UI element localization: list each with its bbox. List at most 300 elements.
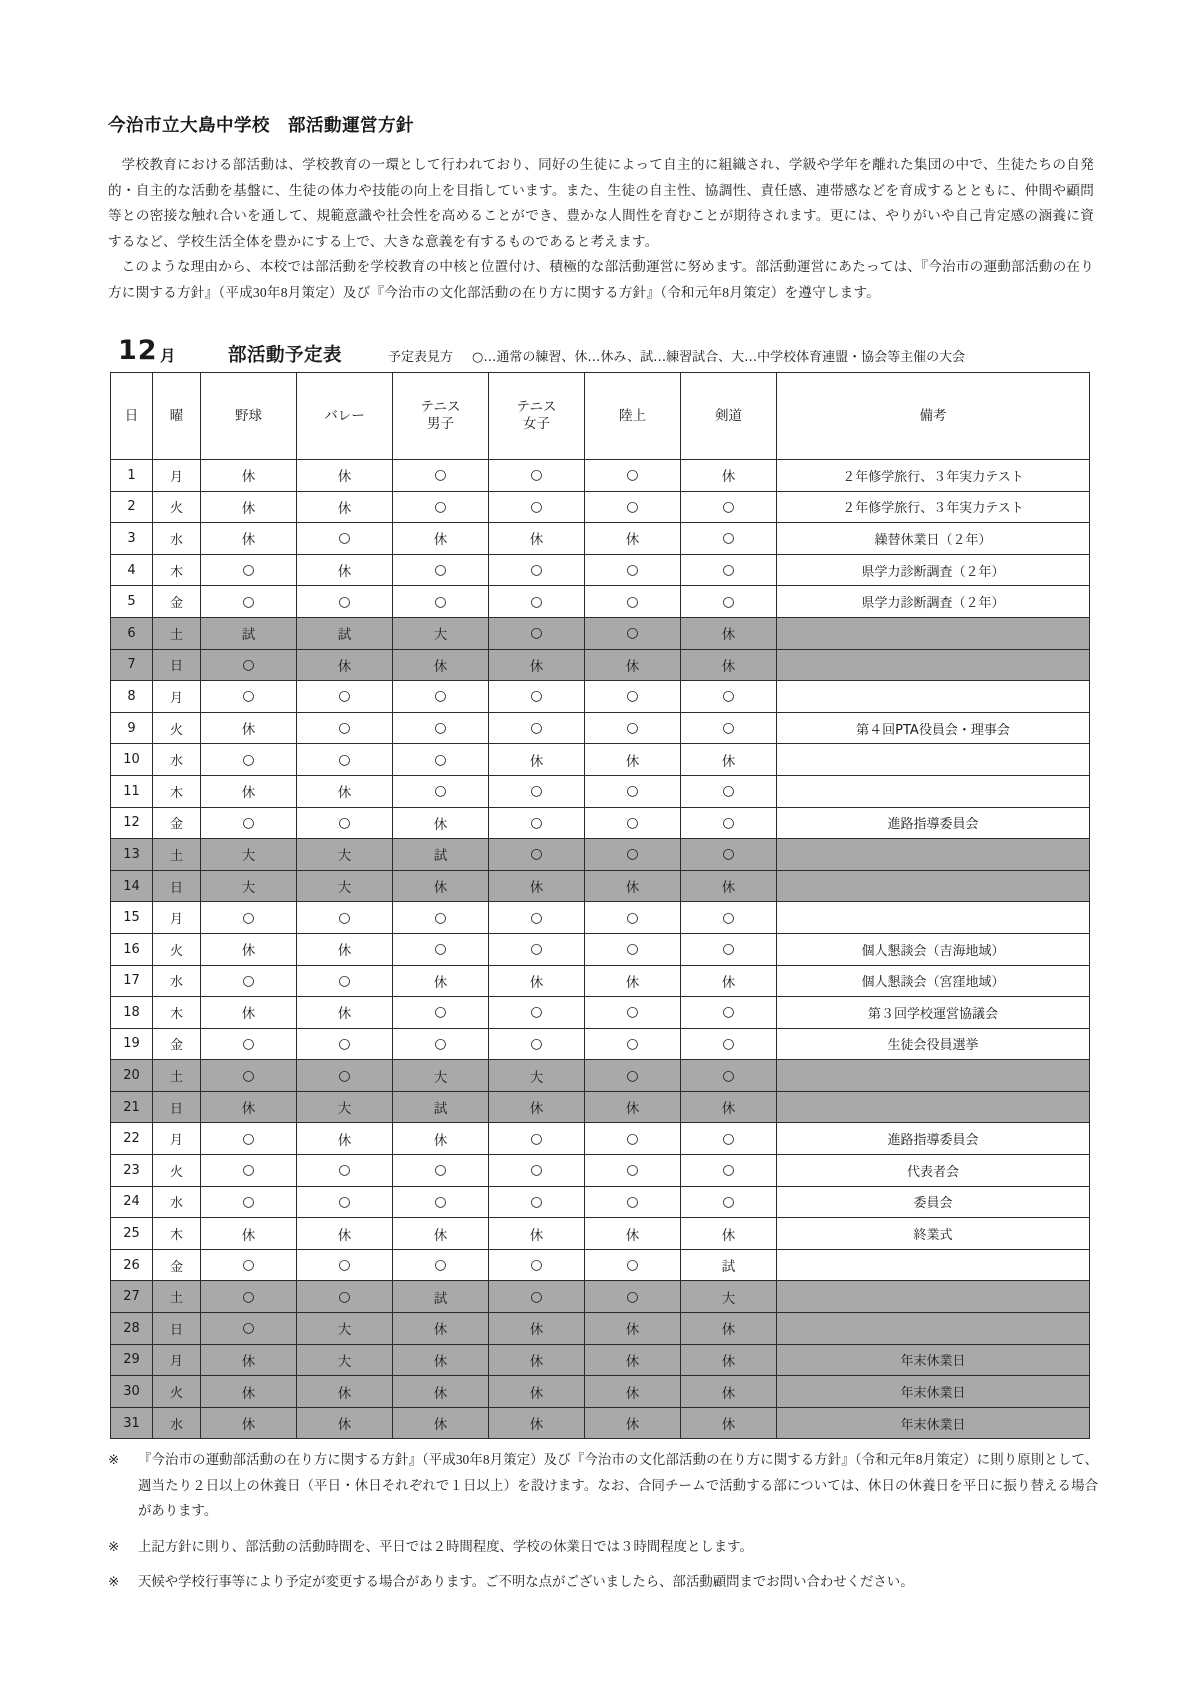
cell-day: 15	[111, 902, 153, 934]
table-row	[111, 965, 1090, 997]
cell-weekday: 日	[153, 1313, 201, 1345]
cell-track: 休	[585, 1344, 681, 1376]
cell-kendo: 休	[681, 1313, 777, 1345]
table-row	[111, 902, 1090, 934]
cell-tennis-f: 大	[489, 1060, 585, 1092]
cell-day: 27	[111, 1281, 153, 1313]
table-row	[111, 1407, 1090, 1439]
cell-volleyball: 休	[297, 1376, 393, 1408]
cell-tennis-f: 休	[489, 1344, 585, 1376]
cell-remark	[777, 617, 1090, 649]
cell-day: 19	[111, 1028, 153, 1060]
cell-tennis-f: ○	[489, 839, 585, 871]
cell-track: 休	[585, 1218, 681, 1250]
cell-weekday: 土	[153, 1281, 201, 1313]
cell-baseball: ○	[201, 744, 297, 776]
cell-day: 20	[111, 1060, 153, 1092]
cell-baseball: 大	[201, 839, 297, 871]
cell-baseball: ○	[201, 1313, 297, 1345]
cell-tennis-f: ○	[489, 1281, 585, 1313]
cell-weekday: 金	[153, 1028, 201, 1060]
cell-track: ○	[585, 1281, 681, 1313]
cell-tennis-f: ○	[489, 997, 585, 1029]
table-row	[111, 1376, 1090, 1408]
cell-baseball: ○	[201, 902, 297, 934]
table-row	[111, 649, 1090, 681]
cell-volleyball: 休	[297, 775, 393, 807]
cell-tennis-m: ○	[393, 1155, 489, 1187]
table-row	[111, 523, 1090, 555]
cell-volleyball: ○	[297, 902, 393, 934]
cell-remark	[777, 775, 1090, 807]
cell-kendo: 休	[681, 870, 777, 902]
cell-baseball: 大	[201, 870, 297, 902]
cell-volleyball: 休	[297, 460, 393, 492]
cell-volleyball: 休	[297, 1407, 393, 1439]
cell-day: 3	[111, 523, 153, 555]
cell-baseball: ○	[201, 554, 297, 586]
cell-volleyball: ○	[297, 712, 393, 744]
cell-kendo: 休	[681, 460, 777, 492]
cell-weekday: 金	[153, 807, 201, 839]
cell-tennis-m: ○	[393, 554, 489, 586]
cell-tennis-f: ○	[489, 807, 585, 839]
cell-day: 26	[111, 1249, 153, 1281]
cell-remark: 年末休業日	[777, 1376, 1090, 1408]
cell-weekday: 水	[153, 523, 201, 555]
cell-volleyball: ○	[297, 1249, 393, 1281]
cell-remark: 進路指導委員会	[777, 1123, 1090, 1155]
cell-track: ○	[585, 1155, 681, 1187]
cell-baseball: 休	[201, 1376, 297, 1408]
table-row	[111, 712, 1090, 744]
cell-tennis-f: ○	[489, 1249, 585, 1281]
cell-track: ○	[585, 1060, 681, 1092]
cell-kendo: ○	[681, 491, 777, 523]
club-activity-schedule-table	[110, 372, 1090, 1439]
cell-kendo: ○	[681, 997, 777, 1029]
cell-day: 29	[111, 1344, 153, 1376]
cell-weekday: 水	[153, 1407, 201, 1439]
footer-note-1-text: 『今治市の運動部活動の在り方に関する方針』（平成30年8月策定）及び『今治市の文化部活動の在り方に関する方針』（令和元年8月策定）に則り原則として、週当たり２日以上の休養日（平日・休日それぞれで１日以上）を設けます。なお、合同チームで活動する部については、休日の休養日を平日に振り替える場合があります。	[138, 1452, 1098, 1518]
cell-baseball: ○	[201, 1155, 297, 1187]
cell-track: ○	[585, 902, 681, 934]
cell-track: ○	[585, 997, 681, 1029]
cell-tennis-m: 休	[393, 523, 489, 555]
cell-weekday: 日	[153, 649, 201, 681]
table-row	[111, 491, 1090, 523]
cell-remark	[777, 1249, 1090, 1281]
cell-kendo: ○	[681, 681, 777, 713]
cell-baseball: ○	[201, 1028, 297, 1060]
cell-baseball: 休	[201, 523, 297, 555]
col-header-track: 陸上	[585, 373, 681, 460]
table-header	[111, 373, 1090, 460]
cell-baseball: 休	[201, 1407, 297, 1439]
footer-note-3	[108, 1569, 1098, 1595]
cell-track: ○	[585, 1028, 681, 1060]
cell-day: 2	[111, 491, 153, 523]
cell-kendo: ○	[681, 712, 777, 744]
cell-tennis-m: 休	[393, 870, 489, 902]
cell-tennis-f: ○	[489, 617, 585, 649]
cell-tennis-f: 休	[489, 870, 585, 902]
cell-day: 11	[111, 775, 153, 807]
table-row	[111, 1344, 1090, 1376]
table-row	[111, 617, 1090, 649]
cell-baseball: 休	[201, 997, 297, 1029]
cell-kendo: 休	[681, 1091, 777, 1123]
cell-volleyball: ○	[297, 965, 393, 997]
cell-day: 21	[111, 1091, 153, 1123]
table-row	[111, 1060, 1090, 1092]
table-row	[111, 1091, 1090, 1123]
cell-tennis-f: 休	[489, 1313, 585, 1345]
cell-tennis-m: 大	[393, 1060, 489, 1092]
note-marker-icon: ※	[108, 1574, 120, 1589]
cell-tennis-m: 休	[393, 1218, 489, 1250]
table-row	[111, 1028, 1090, 1060]
cell-weekday: 日	[153, 1091, 201, 1123]
cell-tennis-f: ○	[489, 1028, 585, 1060]
cell-remark: 個人懇談会（宮窪地域）	[777, 965, 1090, 997]
cell-tennis-f: 休	[489, 523, 585, 555]
table-row	[111, 997, 1090, 1029]
cell-weekday: 月	[153, 460, 201, 492]
cell-track: 休	[585, 523, 681, 555]
footer-note-1	[108, 1447, 1098, 1524]
cell-volleyball: 休	[297, 554, 393, 586]
cell-kendo: ○	[681, 902, 777, 934]
cell-baseball: 休	[201, 933, 297, 965]
cell-volleyball: ○	[297, 586, 393, 618]
cell-weekday: 月	[153, 1344, 201, 1376]
cell-volleyball: 休	[297, 491, 393, 523]
cell-day: 16	[111, 933, 153, 965]
cell-tennis-f: ○	[489, 554, 585, 586]
cell-kendo: 休	[681, 965, 777, 997]
cell-remark	[777, 1060, 1090, 1092]
table-row	[111, 870, 1090, 902]
cell-baseball: ○	[201, 1249, 297, 1281]
cell-weekday: 金	[153, 586, 201, 618]
cell-baseball: ○	[201, 681, 297, 713]
cell-day: 4	[111, 554, 153, 586]
table-row	[111, 1123, 1090, 1155]
cell-tennis-m: ○	[393, 712, 489, 744]
cell-weekday: 月	[153, 1123, 201, 1155]
cell-tennis-m: 休	[393, 1123, 489, 1155]
footer-notes	[108, 1447, 1098, 1605]
cell-remark	[777, 870, 1090, 902]
cell-track: 休	[585, 1407, 681, 1439]
cell-track: 休	[585, 870, 681, 902]
cell-kendo: ○	[681, 839, 777, 871]
cell-volleyball: 休	[297, 933, 393, 965]
cell-track: ○	[585, 1186, 681, 1218]
cell-track: ○	[585, 617, 681, 649]
table-row	[111, 1281, 1090, 1313]
cell-remark	[777, 1313, 1090, 1345]
cell-weekday: 土	[153, 839, 201, 871]
cell-baseball: 休	[201, 1091, 297, 1123]
cell-day: 13	[111, 839, 153, 871]
table-row	[111, 839, 1090, 871]
footer-note-2	[108, 1534, 1098, 1560]
cell-kendo: ○	[681, 1155, 777, 1187]
cell-volleyball: 大	[297, 1344, 393, 1376]
cell-tennis-m: 大	[393, 617, 489, 649]
cell-remark: 生徒会役員選挙	[777, 1028, 1090, 1060]
cell-tennis-m: ○	[393, 775, 489, 807]
cell-baseball: ○	[201, 965, 297, 997]
intro-paragraph-2: このような理由から、本校では部活動を学校教育の中核と位置付け、積極的な部活動運営に努めます。部活動運営にあたっては、『今治市の運動部活動の在り方に関する方針』（平成30年8月策定）及び『今治市の文化部活動の在り方に関する方針』（令和元年8月策定）を遵守します。	[108, 259, 1094, 300]
cell-kendo: 休	[681, 1376, 777, 1408]
cell-tennis-m: 休	[393, 1344, 489, 1376]
cell-remark: 個人懇談会（吉海地域）	[777, 933, 1090, 965]
cell-track: ○	[585, 1123, 681, 1155]
col-header-tennis-women-line2: 女子	[523, 416, 550, 432]
cell-day: 8	[111, 681, 153, 713]
cell-day: 24	[111, 1186, 153, 1218]
cell-remark: 第３回学校運営協議会	[777, 997, 1090, 1029]
cell-tennis-f: ○	[489, 1123, 585, 1155]
cell-remark: ２年修学旅行、３年実力テスト	[777, 460, 1090, 492]
cell-volleyball: 試	[297, 617, 393, 649]
cell-weekday: 土	[153, 1060, 201, 1092]
cell-tennis-m: 休	[393, 1313, 489, 1345]
cell-weekday: 火	[153, 1155, 201, 1187]
cell-day: 22	[111, 1123, 153, 1155]
cell-volleyball: 休	[297, 649, 393, 681]
cell-track: ○	[585, 775, 681, 807]
cell-baseball: 休	[201, 460, 297, 492]
cell-volleyball: ○	[297, 1281, 393, 1313]
cell-remark	[777, 744, 1090, 776]
cell-volleyball: 大	[297, 870, 393, 902]
cell-tennis-f: 休	[489, 965, 585, 997]
cell-tennis-m: ○	[393, 744, 489, 776]
table-row	[111, 681, 1090, 713]
col-header-tennis-women-line1: テニス	[516, 399, 557, 415]
cell-kendo: ○	[681, 1028, 777, 1060]
cell-track: 休	[585, 744, 681, 776]
legend-label: 予定表見方	[388, 350, 454, 365]
note-marker-icon: ※	[108, 1452, 120, 1467]
cell-weekday: 火	[153, 712, 201, 744]
cell-tennis-f: 休	[489, 1407, 585, 1439]
col-header-weekday: 曜	[153, 373, 201, 460]
cell-volleyball: ○	[297, 1155, 393, 1187]
cell-baseball: ○	[201, 1281, 297, 1313]
table-row	[111, 933, 1090, 965]
table-row	[111, 775, 1090, 807]
cell-baseball: 休	[201, 1218, 297, 1250]
cell-day: 10	[111, 744, 153, 776]
cell-kendo: ○	[681, 933, 777, 965]
month-number: 12	[118, 335, 158, 366]
cell-tennis-f: ○	[489, 681, 585, 713]
cell-day: 6	[111, 617, 153, 649]
cell-kendo: 休	[681, 649, 777, 681]
cell-day: 31	[111, 1407, 153, 1439]
cell-day: 18	[111, 997, 153, 1029]
cell-baseball: 休	[201, 712, 297, 744]
cell-weekday: 木	[153, 997, 201, 1029]
cell-volleyball: ○	[297, 681, 393, 713]
cell-tennis-f: 休	[489, 1091, 585, 1123]
table-row	[111, 744, 1090, 776]
cell-tennis-m: ○	[393, 460, 489, 492]
table-row	[111, 1218, 1090, 1250]
cell-tennis-m: ○	[393, 902, 489, 934]
cell-kendo: ○	[681, 1060, 777, 1092]
cell-weekday: 金	[153, 1249, 201, 1281]
cell-volleyball: ○	[297, 1060, 393, 1092]
cell-remark: 繰替休業日（２年）	[777, 523, 1090, 555]
cell-track: ○	[585, 491, 681, 523]
cell-tennis-m: ○	[393, 933, 489, 965]
cell-track: 休	[585, 1313, 681, 1345]
cell-tennis-m: ○	[393, 491, 489, 523]
cell-day: 7	[111, 649, 153, 681]
cell-track: ○	[585, 712, 681, 744]
cell-day: 25	[111, 1218, 153, 1250]
cell-tennis-m: ○	[393, 1249, 489, 1281]
cell-weekday: 木	[153, 554, 201, 586]
month-unit-label: 月	[160, 347, 176, 365]
cell-day: 9	[111, 712, 153, 744]
cell-weekday: 月	[153, 681, 201, 713]
cell-volleyball: 休	[297, 1123, 393, 1155]
cell-kendo: 休	[681, 1407, 777, 1439]
col-header-day: 日	[111, 373, 153, 460]
cell-baseball: ○	[201, 586, 297, 618]
cell-kendo: ○	[681, 1186, 777, 1218]
cell-volleyball: 休	[297, 1218, 393, 1250]
legend-description: ○…通常の練習、休…休み、試…練習試合、大…中学校体育連盟・協会等主催の大会	[472, 350, 966, 365]
cell-baseball: ○	[201, 807, 297, 839]
cell-weekday: 木	[153, 1218, 201, 1250]
cell-track: ○	[585, 586, 681, 618]
cell-tennis-m: 休	[393, 1376, 489, 1408]
cell-weekday: 木	[153, 775, 201, 807]
cell-tennis-f: ○	[489, 775, 585, 807]
cell-volleyball: ○	[297, 523, 393, 555]
page-title: 今治市立大島中学校 部活動運営方針	[108, 116, 414, 136]
cell-track: ○	[585, 554, 681, 586]
cell-tennis-m: ○	[393, 586, 489, 618]
cell-day: 5	[111, 586, 153, 618]
cell-track: 休	[585, 965, 681, 997]
cell-tennis-m: ○	[393, 997, 489, 1029]
cell-day: 23	[111, 1155, 153, 1187]
cell-remark: 終業式	[777, 1218, 1090, 1250]
cell-remark: 進路指導委員会	[777, 807, 1090, 839]
cell-kendo: ○	[681, 775, 777, 807]
cell-tennis-f: 休	[489, 1376, 585, 1408]
cell-day: 14	[111, 870, 153, 902]
intro-paragraph-1: 学校教育における部活動は、学校教育の一環として行われており、同好の生徒によって自主的に組織され、学級や学年を離れた集団の中で、生徒たちの自発的・自主的な活動を基盤に、生徒の体力や技能の向上を目指しています。また、生徒の自主性、協調性、責任感、連帯感などを育成するとともに、仲間や顧問等との密接な触れ合いを通して、規範意識や社会性を高めることができ、豊かな人間性を育むことが期待されます。更には、やりがいや自己肯定感の涵養に資するなど、学校生活全体を豊かにする上で、大きな意義を有するものであると考えます。	[108, 157, 1094, 249]
cell-track: 休	[585, 1376, 681, 1408]
cell-tennis-m: ○	[393, 1028, 489, 1060]
cell-track: ○	[585, 839, 681, 871]
cell-remark: 年末休業日	[777, 1407, 1090, 1439]
cell-baseball: ○	[201, 1186, 297, 1218]
cell-track: ○	[585, 681, 681, 713]
cell-kendo: 大	[681, 1281, 777, 1313]
cell-kendo: ○	[681, 523, 777, 555]
cell-remark: 代表者会	[777, 1155, 1090, 1187]
cell-baseball: 休	[201, 1344, 297, 1376]
cell-volleyball: 大	[297, 1091, 393, 1123]
cell-tennis-m: 休	[393, 965, 489, 997]
cell-day: 30	[111, 1376, 153, 1408]
cell-tennis-f: 休	[489, 744, 585, 776]
cell-tennis-m: 試	[393, 839, 489, 871]
cell-tennis-m: ○	[393, 681, 489, 713]
cell-volleyball: ○	[297, 807, 393, 839]
col-header-tennis-women	[489, 373, 585, 460]
cell-kendo: ○	[681, 807, 777, 839]
cell-track: ○	[585, 807, 681, 839]
col-header-remark: 備考	[777, 373, 1090, 460]
cell-weekday: 土	[153, 617, 201, 649]
cell-weekday: 水	[153, 965, 201, 997]
cell-kendo: ○	[681, 554, 777, 586]
col-header-tennis-men	[393, 373, 489, 460]
cell-tennis-f: 休	[489, 1218, 585, 1250]
cell-remark	[777, 681, 1090, 713]
table-row	[111, 1249, 1090, 1281]
cell-weekday: 日	[153, 870, 201, 902]
table-body	[111, 460, 1090, 1439]
cell-remark: 県学力診断調査（２年）	[777, 586, 1090, 618]
table-row	[111, 460, 1090, 492]
cell-weekday: 水	[153, 1186, 201, 1218]
cell-day: 1	[111, 460, 153, 492]
col-header-kendo: 剣道	[681, 373, 777, 460]
cell-weekday: 月	[153, 902, 201, 934]
cell-volleyball: 休	[297, 997, 393, 1029]
cell-kendo: ○	[681, 1123, 777, 1155]
cell-tennis-f: ○	[489, 933, 585, 965]
calendar-header	[110, 336, 1100, 370]
cell-baseball: ○	[201, 1060, 297, 1092]
cell-remark	[777, 649, 1090, 681]
cell-track: ○	[585, 460, 681, 492]
cell-baseball: 休	[201, 491, 297, 523]
cell-remark: 年末休業日	[777, 1344, 1090, 1376]
cell-baseball: ○	[201, 649, 297, 681]
cell-baseball: ○	[201, 1123, 297, 1155]
cell-tennis-m: ○	[393, 1186, 489, 1218]
cell-kendo: 休	[681, 1218, 777, 1250]
cell-tennis-f: ○	[489, 712, 585, 744]
intro-section	[108, 152, 1094, 305]
cell-remark: ２年修学旅行、３年実力テスト	[777, 491, 1090, 523]
cell-tennis-m: 休	[393, 649, 489, 681]
cell-weekday: 火	[153, 491, 201, 523]
cell-tennis-f: ○	[489, 491, 585, 523]
cell-tennis-m: 試	[393, 1091, 489, 1123]
cell-volleyball: 大	[297, 1313, 393, 1345]
cell-kendo: 試	[681, 1249, 777, 1281]
col-header-tennis-men-line2: 男子	[427, 416, 454, 432]
cell-tennis-f: ○	[489, 1155, 585, 1187]
cell-baseball: 休	[201, 775, 297, 807]
cell-tennis-f: ○	[489, 902, 585, 934]
